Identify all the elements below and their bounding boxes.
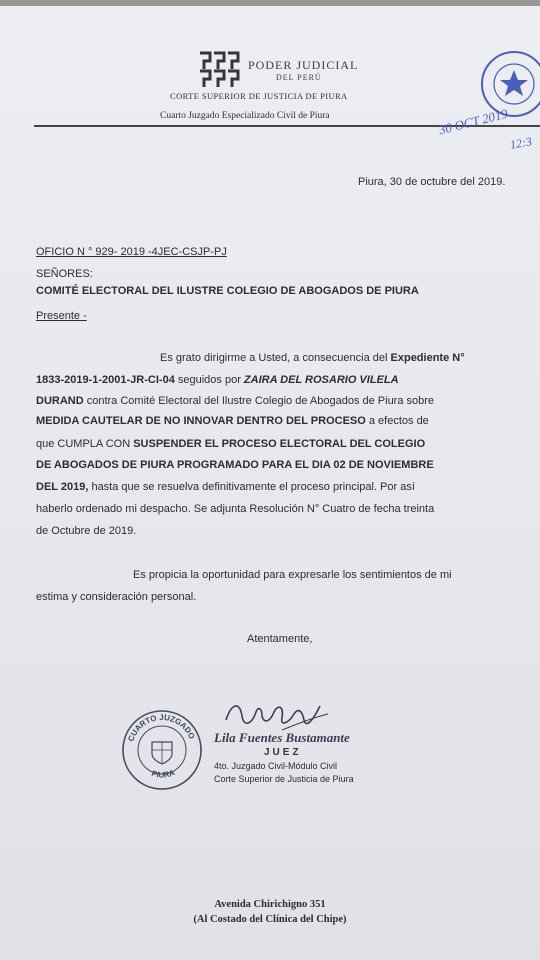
plaintiff-surname: DURAND <box>36 395 84 407</box>
salutation: SEÑORES: <box>36 268 93 280</box>
p1-text: que CUMPLA CON <box>36 438 134 450</box>
measure-type: MEDIDA CAUTELAR DE NO INNOVAR DENTRO DEL PROCESO <box>36 415 366 427</box>
reception-time-handwriting: 12:3 <box>508 134 533 152</box>
paragraph1-line9: de Octubre de 2019. <box>36 525 137 537</box>
addressee: COMITÉ ELECTORAL DEL ILUSTRE COLEGIO DE ABOGADOS DE PIURA <box>36 285 419 297</box>
p1-expediente-label: Expediente N° <box>390 352 465 364</box>
judge-name: Lila Fuentes Bustamante <box>214 730 350 745</box>
paragraph1-line8: haberlo ordenado mi despacho. Se adjunta Resolución N° Cuatro de fecha treinta <box>36 503 435 515</box>
p1-text: contra Comité Electoral del Ilustre Colegio de Abogados de Piura sobre <box>83 395 435 407</box>
svg-text:PIURA <box>150 768 176 780</box>
paragraph2-line1: Es propicia la oportunidad para expresarle los sentimientos de mi <box>133 569 452 581</box>
plaintiff-name: ZAIRA DEL ROSARIO VILELA <box>243 374 399 386</box>
institution-name: PODER JUDICIAL <box>248 58 359 72</box>
court-unit: Cuarto Juzgado Especializado Civil de Piura <box>160 111 330 121</box>
paragraph1-line1 <box>160 352 465 364</box>
judiciary-logo <box>198 51 240 89</box>
institution-country: DEL PERÚ <box>276 73 322 82</box>
paragraph1-line4 <box>36 415 429 427</box>
case-number: 1833-2019-1-2001-JR-CI-04 <box>36 374 175 386</box>
footer-address-note: (Al Costado del Clínica del Chipe) <box>193 914 347 925</box>
judge-court: Corte Superior de Justicia de Piura <box>214 774 354 784</box>
p1-text: seguidos por <box>174 374 244 386</box>
court-seal-stamp <box>120 708 204 792</box>
p1-text: Es grato dirigirme a Usted, a consecuencia del <box>160 352 391 364</box>
judge-office: 4to. Juzgado Civil-Módulo Civil <box>214 761 338 771</box>
court-name: CORTE SUPERIOR DE JUSTICIA DE PIURA <box>170 91 348 101</box>
paragraph1-line5 <box>36 438 425 450</box>
paragraph1-line3 <box>36 395 434 407</box>
paragraph1-line2 <box>36 374 399 386</box>
svg-text:CUARTO JUZGADO <box>126 713 196 743</box>
order-year: DEL 2019, <box>36 481 89 493</box>
paragraph1-line6: DE ABOGADOS DE PIURA PROGRAMADO PARA EL DIA 02 DE NOVIEMBRE <box>36 459 434 471</box>
reception-date-handwriting: 30 OCT 2019 <box>437 105 510 138</box>
presente: Presente - <box>36 310 87 322</box>
footer-address: Avenida Chirichigno 351 <box>214 899 326 910</box>
letter-page <box>0 6 540 960</box>
closing: Atentamente, <box>247 633 313 645</box>
p1-text: a efectos de <box>365 415 429 427</box>
letter-reference: OFICIO N ° 929- 2019 -4JEC-CSJP-PJ <box>36 246 227 258</box>
paragraph2-line2: estima y consideración personal. <box>36 591 197 603</box>
paragraph1-line7 <box>36 481 415 493</box>
p1-text: hasta que se resuelva definitivamente el proceso principal. Por así <box>88 481 415 493</box>
letter-date: Piura, 30 de octubre del 2019. <box>358 176 506 188</box>
seal-bottom-text: PIURA <box>150 767 176 780</box>
seal-top-text: CUARTO JUZGADO <box>126 712 197 743</box>
judge-role: JUEZ <box>264 747 302 758</box>
order-text: SUSPENDER EL PROCESO ELECTORAL DEL COLEGIO <box>133 438 426 450</box>
